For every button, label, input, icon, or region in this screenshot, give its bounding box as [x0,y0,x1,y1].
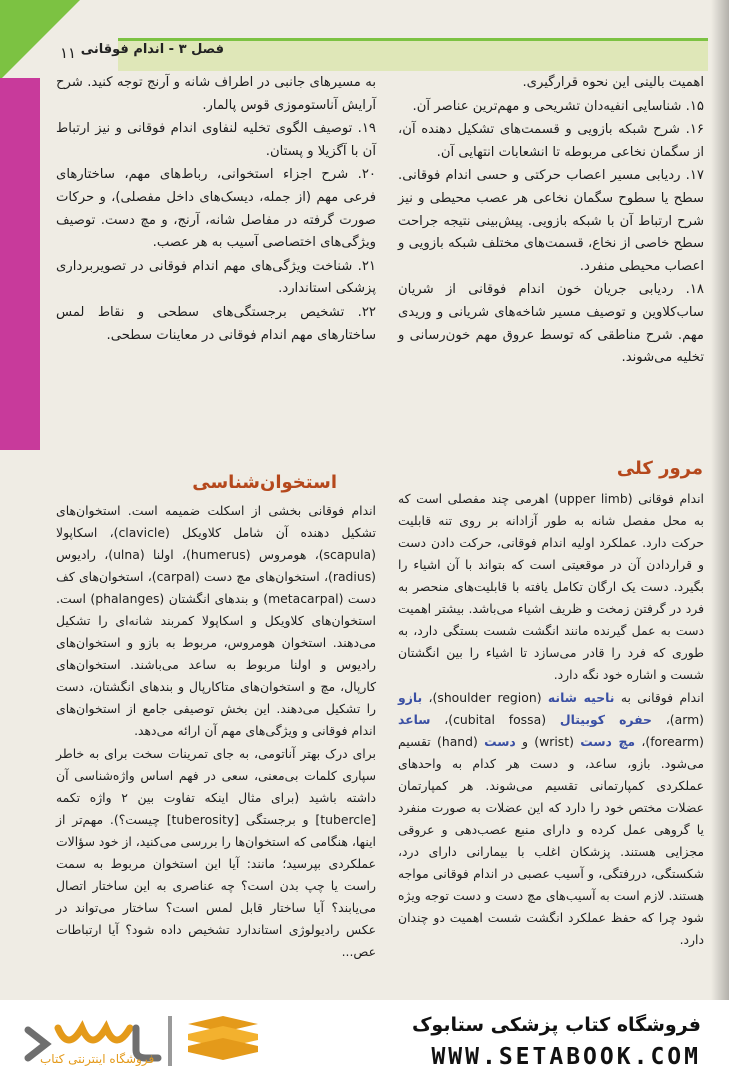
english-term: (shoulder region) [432,690,542,705]
objective-item: ۱۹. توصیف الگوی تخلیه لنفاوی اندام فوقانی و نیز ارتباط آن با آگزیلا و پستان. [56,121,376,159]
english-term: (upper limb) [554,491,633,506]
term: مچ دست [580,734,636,749]
objective-item: ۱۵. شناسایی انفیه‌دان تشریحی و مهم‌ترین عناصر آن. [412,98,704,114]
term: ساعد [398,712,431,727]
objective-item: ۱۷. ردیابی مسیر اعصاب حرکتی و حسی اندام فوقانی. سطح یا سطوح سگمان نخاعی هر عصب محیطی و نیز شرح ارتباط آن با شبکه بازویی. پیش‌بینی نتیجه جراحت سطح خاصی از نخاع، قسمت‌های مختلف شبکه بازویی و اعصاب محیطی منفرد. [398,168,704,274]
objective-item: اهمیت بالینی این نحوه قرارگیری. [522,75,704,90]
objective-item: ۲۱. شناخت ویژگی‌های مهم اندام فوقانی در تصویربرداری پزشکی استاندارد. [56,258,376,297]
term: ناحیه شانه [547,690,615,705]
term: حفره کوبیتال [559,712,652,727]
objective-item: ۲۰. شرح اجزاء استخوانی، رباط‌های مهم، ساختارهای فرعی مهم (از جمله، دیسک‌های داخل مفصلی)، و حرکات صورت گرفته در مفاصل شانه، آرنج، و مچ دست. توصیف ویژگی‌های اختصاصی آسیب به هر عصب. [56,167,376,251]
osteology-title: استخوان‌شناسی [192,472,337,493]
overview-paragraph [398,488,704,686]
english-term: (cubital fossa) [448,712,547,727]
side-tab [0,78,40,450]
text: تقسیم می‌شود. بازو، ساعد، و دست هر کدام به واحدهای عملکردی کمپارتمانی تقسیم می‌شوند. هر کمپارتمان عضلات مختص خود را دارد که این عضلات به صورت منفرد یا گروهی عمل کرده و دارای منبع عصب‌دهی و عروقی مجزایی هستند. پزشکان اغلب با بیمارانی دارای درد، شکستگی، دررفتگی، و آسیب عصبی در اندام فوقانی مواجه هستند. لازم است به آسیب‌های مچ دست و دست توجه ویژه شود چرا که حفظ عملکرد انگشت شست اهمیت دو چندان دارد. [398,734,704,947]
objectives-left [56,72,376,348]
english-term: (forearm) [645,734,704,749]
page-fold-shadow [711,0,729,1000]
store-url[interactable]: WWW.SETABOOK.COM [431,1044,701,1070]
term: بازو [398,690,423,705]
objectives-right [398,72,704,371]
store-footer [0,1000,729,1080]
english-term: (hand) [437,734,478,749]
osteology-paragraph: اندام فوقانی بخشی از اسکلت ضمیمه است. استخوان‌های تشکیل دهنده آن شامل کلاویکل (clavicle)، اسکاپولا (scapula)، هومروس (humerus)، اولنا (ulna)، رادیوس (radius)، استخوان‌های مچ دست (carpal)، استخوان‌های کف دست (metacarpal) و بندهای انگشتان (phalanges) است. استخوان‌های کلاویکل و اسکاپولا کمربند شانه‌ای را تشکیل می‌دهند. استخوان هومروس، مربوط به بازو و استخوان‌های رادیوس و اولنا مربوط به ساعد می‌باشند. استخوان‌های کارپال، مچ و استخوان‌های متاکارپال و بندهای انگشتان، دست را تشکیل می‌دهند. این بخش توصیفی جامع از استخوان‌های اندام فوقانی و ویژگی‌های مهم آن ارائه می‌دهد. [56,503,377,738]
overview-paragraph: اندام فوقانی به ناحیه شانه (shoulder region)، بازو (arm)، حفره کوبیتال (cubital fossa)، ساعد (forearm)، مچ دست (wrist) و دست (hand) تقسیم می‌شود. بازو، ساعد، و دست هر کدام به واحدهای عملکردی کمپارتمانی تقسیم می‌شوند. هر کمپارتمان عضلات مختص خود را دارد که این عضلات به صورت منفرد یا گروهی عمل کرده و دارای منبع عصب‌دهی و عروقی مجزایی هستند. پزشکان اغلب با بیمارانی دارای درد، شکستگی، دررفتگی، و آسیب عصبی در اندام فوقانی مواجه هستند. لازم است به آسیب‌های مچ دست و دست توجه ویژه شود چرا که حفظ عملکرد انگشت شست اهمیت دو چندان دارد. [398,690,704,947]
overview-title: مرور کلی [616,458,703,479]
text: اندام فوقانی به [620,690,704,705]
objective-item: ۱۶. شرح شبکه بازویی و قسمت‌های تشکیل دهنده آن، از سگمان نخاعی مربوطه تا انشعابات انتهایی آن. [398,122,704,160]
osteology-body [56,500,376,964]
corner-accent [0,0,80,80]
english-term: (wrist) [534,734,574,749]
osteology-paragraph: برای درک بهتر آناتومی، به جای تمرینات سخت برای به خاطر سپاری کلمات بی‌معنی، سعی در فهم اساس واژه‌شناسی آن داشته باشید (برای مثال اینکه تفاوت بین ۲ واژه تکمه [tubercle] و برجستگی [tuberosity] چیست؟). مهم‌تر از اینها، هنگامی که استخوان‌ها را بررسی می‌کنید، از خود سؤالات عملکردی بپرسید؛ مانند: آیا این استخوان مربوط به سمت راست یا چپ بدن است؟ چه عناصری به این ساختار اتصال می‌یابند؟ آیا ساختار قابل لمس است؟ ساختار می‌تواند در عکس رادیولوژی استاندارد تشخیص داده شود؟ آیا ارتباطات عص... [56,746,376,959]
overview-body [398,488,704,952]
objective-item: به مسیرهای جانبی در اطراف شانه و آرنج توجه کنید. شرح آرایش آناستوموزی قوس پالمار. [56,75,376,113]
text: اهرمی چند مفصلی است که به محل مفصل شانه به طور آزادانه بر روی تنه قابلیت حرکت دارد. عملکرد اولیه اندام فوقانی، حرکت دادن دست و قراردادن آن در موقعیتی است که بتواند با آن اشیاء را بگیرد. دست یک ارگان تکامل یافته با قابلیت‌های منحصر به فرد در گرفتن زمخت و ظریف اشیاء می‌باشد. بیشتر اهمیت دست به عمل گیرنده مانند انگشت شست بستگی دارد، به طوری که فرد را قادر می‌سازد تا اشیاء را بین انگشتان شست و اشاره خود نگه دارد. [398,491,704,682]
english-term: (arm) [669,712,704,727]
text: اندام فوقانی [638,491,705,506]
store-name: فروشگاه کتاب پزشکی ستابوک [411,1014,701,1036]
term: دست [484,734,516,749]
page-number: ۱۱ [60,44,77,62]
objective-item: ۱۸. ردیابی جریان خون اندام فوقانی از شریان ساب‌کلاوین و توصیف مسیر شاخه‌های شریانی و وریدی مهم. شرح مناطقی که توسط عروق مهم خون‌رسانی و تخلیه می‌شوند. [398,282,704,366]
logo-subtitle: فروشگاه اینترنتی کتاب [40,1052,155,1066]
chapter-title: فصل ۳ - اندام فوقانی [80,42,224,57]
objective-item: ۲۲. تشخیص برجستگی‌های سطحی و نقاط لمس ساختارهای مهم اندام فوقانی در معاینات سطحی. [56,304,376,343]
